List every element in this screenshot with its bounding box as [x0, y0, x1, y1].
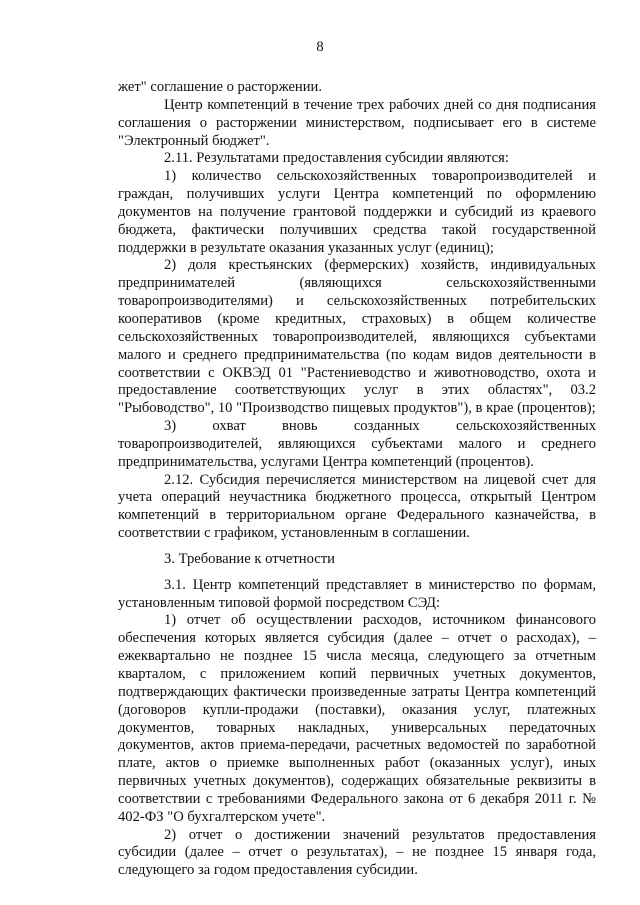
paragraph-result-2: 2) доля крестьянских (фермерских) хозяйств, индивидуальных предпринимателей (являющихся сельскохозяйственными товаропроизводителями) и сельскохозяйственных потребительских кооперативов (кроме кредитных, страховых) в общем количестве сельскохозяйственных товаропроизводителей, являющихся субъектами малого и среднего предпринимательства (по кодам видов деятельности в соответствии с ОКВЭД 01 "Растениеводство и животноводство, охота и предоставление соответствующих услуг в этих областях", 03.2 "Рыбоводство", 10 "Производство пищевых продуктов"), в крае (процентов);	[118, 257, 596, 417]
document-body	[118, 79, 596, 880]
section-heading-reporting: 3. Требование к отчетности	[164, 550, 335, 567]
paragraph-termination-signing: Центр компетенций в течение трех рабочих дней со дня подписания соглашения о расторжении министерством, подписывает его в системе "Электронный бюджет".	[118, 96, 596, 149]
page-number: 8	[316, 39, 324, 55]
paragraph-2-11-results: 2.11. Результатами предоставления субсидии являются:	[164, 150, 509, 167]
paragraph-3-1-reports: 3.1. Центр компетенций представляет в министерство по формам, установленным типовой формой посредством СЭД:	[118, 576, 596, 611]
paragraph-continuation: жет" соглашение о расторжении.	[118, 79, 323, 95]
paragraph-result-3: 3) охват вновь созданных сельскохозяйственных товаропроизводителей, являющихся субъектами малого и среднего предпринимательства, услугами Центра компетенций (процентов).	[118, 418, 596, 470]
paragraph-2-12-transfer: 2.12. Субсидия перечисляется министерством на лицевой счет для учета операций неучастника бюджетного процесса, открытый Центром компетенций в территориальном органе Федерального казначейства, в соответствии с графиком, установленным в соглашении.	[118, 471, 596, 542]
paragraph-report-expenses: 1) отчет об осуществлении расходов, источником финансового обеспечения которых является субсидия (далее – отчет о расходах), – ежеквартально не позднее 15 числа месяца, следующего за отчетным кварталом, с приложением копий первичных учетных документов, подтверждающих фактически произведенные затраты Центра компетенций (договоров купли-продажи (поставки), оказания услуг, платежных документов, товарных накладных, универсальных передаточных документов, актов приема-передачи, расчетных ведомостей по заработной плате, актов о приемке выполненных работ (оказанных услуг), иных первичных учетных документов), содержащих обязательные реквизиты в соответствии с требованиями Федерального закона от 6 декабря 2011 г. № 402-ФЗ "О бухгалтерском учете".	[118, 612, 596, 825]
paragraph-report-results: 2) отчет о достижении значений результатов предоставления субсидии (далее – отчет о результатах), – не позднее 15 января года, следующего за годом предоставления субсидии.	[118, 826, 596, 879]
paragraph-result-1: 1) количество сельскохозяйственных товаропроизводителей и граждан, получивших услуги Центра компетенций по оформлению документов на получение грантовой поддержки и субсидий из краевого бюджета, фактически получивших средства такой государственной поддержки в результате оказания указанных услуг (единиц);	[118, 168, 596, 256]
